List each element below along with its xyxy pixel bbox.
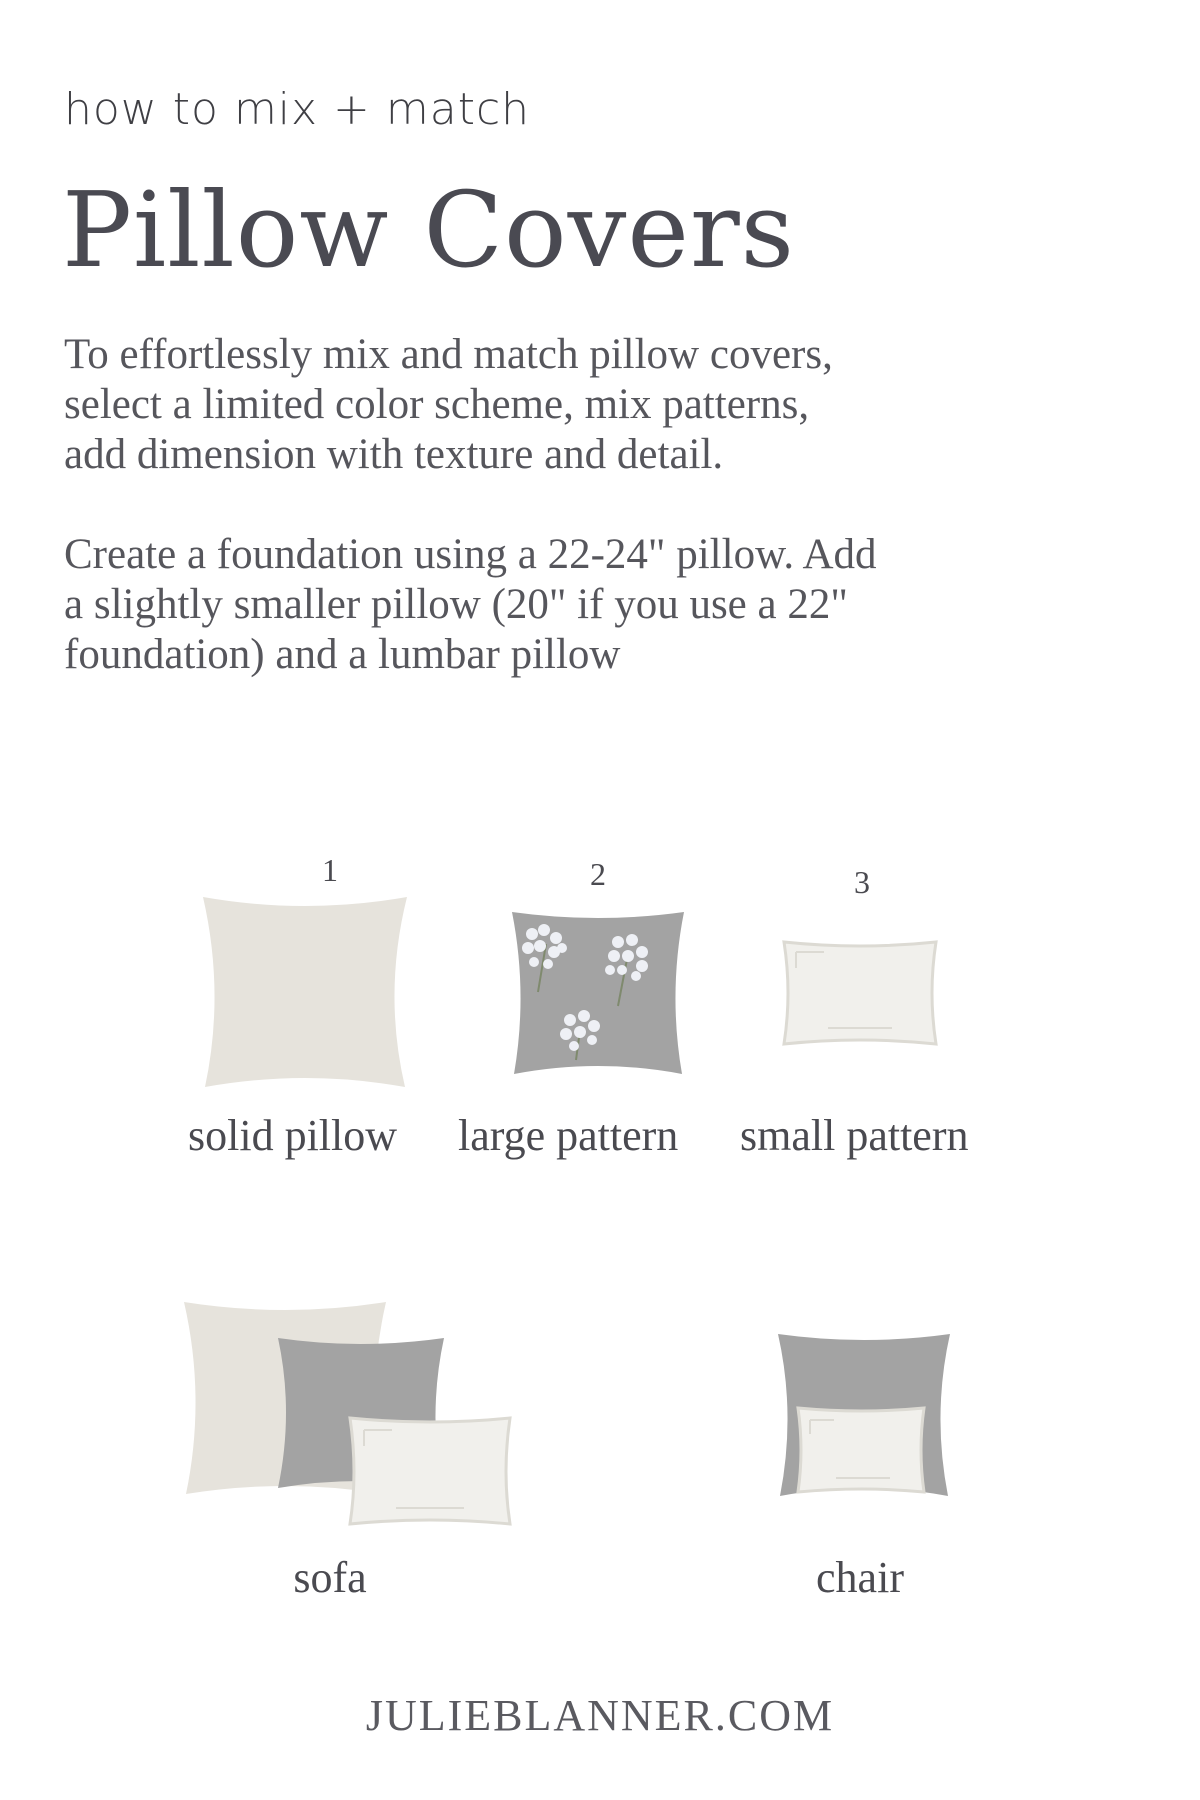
- small-pattern-pillow-illustration: [780, 938, 940, 1048]
- label-large-pattern: large pattern: [458, 1111, 679, 1160]
- solid-pillow-illustration: [195, 893, 415, 1093]
- intro-line: To effortlessly mix and match pillow covers,: [64, 331, 833, 378]
- step-number-3: 3: [854, 864, 870, 900]
- sofa-arrangement-illustration: [180, 1298, 520, 1528]
- page-title: Pillow Covers: [62, 169, 796, 291]
- label-small-pattern: small pattern: [740, 1111, 969, 1160]
- subtitle-kicker: how to mix + match: [64, 84, 531, 135]
- intro-line: select a limited color scheme, mix patterns,: [64, 381, 810, 428]
- intro-paragraph-1: [64, 330, 1064, 480]
- intro-line: a slightly smaller pillow (20" if you use a 22": [64, 581, 848, 628]
- label-sofa: sofa: [293, 1553, 367, 1602]
- solid-pillow-shape: [203, 897, 407, 1087]
- intro-line: add dimension with texture and detail.: [64, 431, 724, 478]
- chair-arrangement-illustration: [774, 1330, 954, 1500]
- large-pattern-pillow-illustration: [508, 908, 688, 1078]
- step-number-1: 1: [322, 852, 338, 888]
- label-chair: chair: [816, 1553, 904, 1602]
- intro-line: Create a foundation using a 22-24" pillow. Add: [64, 531, 877, 578]
- label-solid-pillow: solid pillow: [188, 1111, 398, 1160]
- footer-site-name: JULIEBLANNER.COM: [365, 1691, 835, 1740]
- intro-paragraph-2: [64, 530, 1064, 680]
- intro-line: foundation) and a lumbar pillow: [64, 631, 621, 678]
- step-number-2: 2: [590, 856, 606, 892]
- large-pattern-pillow-shape: [512, 912, 684, 1074]
